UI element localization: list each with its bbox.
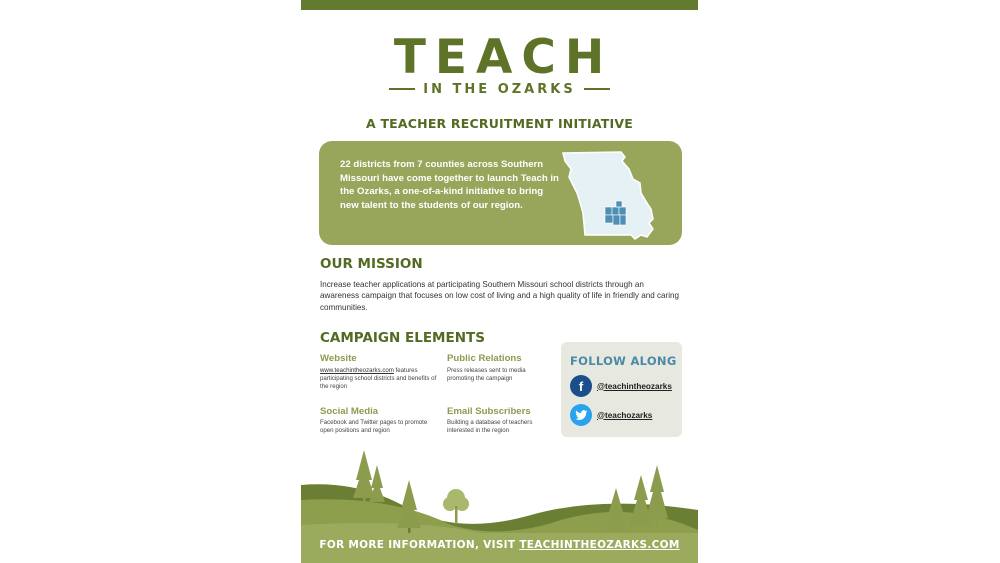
- facebook-handle[interactable]: @teachintheozarks: [597, 381, 672, 391]
- logo-subtitle-row: [301, 80, 698, 98]
- logo-title: TEACH: [393, 30, 614, 85]
- intro-card: [319, 141, 682, 245]
- top-bar: [301, 0, 698, 10]
- social-media-title: Social Media: [320, 406, 379, 417]
- facebook-icon: f: [570, 375, 592, 397]
- public-relations-desc: Press releases sent to media promoting the campaign: [447, 367, 526, 383]
- email-subscribers-desc: Building a database of teachers interested in the region: [447, 419, 533, 435]
- website-desc-block: [320, 367, 438, 392]
- logo-rule-left: [389, 88, 415, 90]
- social-media-desc: Facebook and Twitter pages to promote open positions and region: [320, 419, 428, 435]
- facebook-row[interactable]: [570, 375, 672, 397]
- public-relations-title: Public Relations: [447, 353, 522, 364]
- tagline: A TEACHER RECRUITMENT INITIATIVE: [366, 116, 633, 131]
- campaign-heading: CAMPAIGN ELEMENTS: [320, 330, 485, 346]
- twitter-row[interactable]: [570, 404, 652, 426]
- mission-body: Increase teacher applications at participating Southern Missouri school districts through an awareness campaign that focuses on low cost of living and a high quality of life in friendly and caring communities.: [320, 280, 680, 312]
- twitter-handle[interactable]: @teachozarks: [597, 410, 653, 420]
- logo-rule-right: [584, 88, 610, 90]
- follow-along-box: [561, 342, 682, 437]
- logo-subtitle: IN THE OZARKS: [423, 81, 576, 97]
- follow-along-title: FOLLOW ALONG: [570, 354, 677, 368]
- poster: [301, 0, 698, 563]
- missouri-map-icon: [561, 149, 661, 241]
- mission-heading: OUR MISSION: [320, 256, 423, 272]
- footer-text: [301, 539, 698, 551]
- website-desc: features participating school districts and benefits of the region: [320, 367, 437, 391]
- intro-text: 22 districts from 7 counties across Southern Missouri have come together to launch Teach in the Ozarks, a one-of-a-kind initiative to bring new talent to the students of our region.: [340, 159, 559, 211]
- website-link[interactable]: www.teachintheozarks.com: [320, 367, 394, 374]
- twitter-icon: [570, 404, 592, 426]
- website-title: Website: [320, 353, 357, 364]
- footer-prefix: FOR MORE INFORMATION, VISIT: [319, 539, 520, 551]
- footer-link[interactable]: TEACHINTHEOZARKS.COM: [519, 539, 680, 551]
- email-subscribers-title: Email Subscribers: [447, 406, 531, 417]
